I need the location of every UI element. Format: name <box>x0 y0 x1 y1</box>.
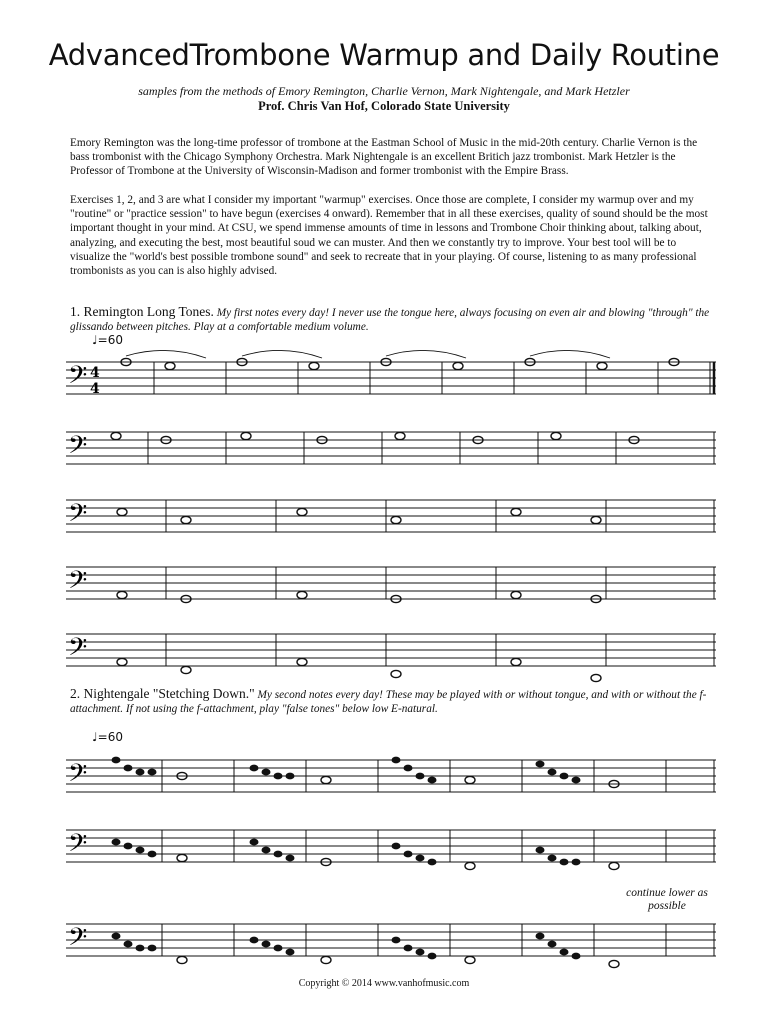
staff-1 <box>66 352 716 402</box>
bass-clef-icon: 𝄢 <box>68 633 88 668</box>
copyright: Copyright © 2014 www.vanhofmusic.com <box>298 978 470 989</box>
exercise-1-title: 1. Remington Long Tones. <box>70 304 214 319</box>
staff-3 <box>66 490 716 540</box>
time-signature-bottom: 4 <box>90 381 100 397</box>
exercise-2-heading <box>70 687 710 716</box>
bass-clef-icon: 𝄢 <box>68 923 88 958</box>
bass-clef-icon: 𝄢 <box>68 361 88 396</box>
bass-clef-icon: 𝄢 <box>68 566 88 601</box>
exercise-2-tempo <box>92 730 123 744</box>
quarter-note-icon: ♩ <box>92 730 98 744</box>
author-byline: Prof. Chris Van Hof, Colorado State University <box>258 99 510 113</box>
staff-2 <box>66 422 716 472</box>
staff-5 <box>66 624 716 674</box>
exercise-2-title: 2. Nightengale "Stetching Down." <box>70 686 255 701</box>
page-title: AdvancedTrombone Warmup and Daily Routine <box>48 38 720 72</box>
staff-4 <box>66 557 716 607</box>
staff-6 <box>66 750 716 800</box>
bass-clef-icon: 𝄢 <box>68 759 88 794</box>
exercise-1-description: My first notes every day! I never use the tongue here, always focusing on even air and blowing "through" the glissando between pitches. Play at a comfortable medium volume. <box>70 307 710 333</box>
quarter-note-icon: ♩ <box>92 333 98 347</box>
bass-clef-icon: 𝄢 <box>68 431 88 466</box>
intro-paragraph-1: Emory Remington was the long-time professor of trombone at the Eastman School of Music in the mid-20th century. Charlie Vernon is the bass trombonist with the Chicago Symphony Orchestra. Mark Nightengale is an excellent Britich jazz trombonist. Mark Hetzler is the Professor of Trombone at the University of Wisconsin-Madison and former trombonist with the Empire Brass. <box>70 137 698 178</box>
continue-lower-note: continue lower as possible <box>626 887 708 912</box>
page-subtitle: samples from the methods of Emory Remington, Charlie Vernon, Mark Nightengale, and Mark Hetzler <box>138 84 630 98</box>
tempo-value: =60 <box>97 730 123 744</box>
bass-clef-icon: 𝄢 <box>68 499 88 534</box>
bass-clef-icon: 𝄢 <box>68 829 88 864</box>
staff-7 <box>66 820 716 870</box>
intro-paragraph-2: Exercises 1, 2, and 3 are what I consider my important "warmup" exercises. Once those are complete, I consider my warmup over and my "routine" or "practice session" to have begun (exercises 4 onward). Remember that in all these exercises, quality of sound should be the most important thought in your mind. At CSU, we spend immense amounts of time in lessons and Trombone Choir thinking about, talking about, analyzing, and executing the best, most beautiful soud we can muster. And then we constantly try to improve. Your best tool will be to visualize the "world's best possible trombone sound" and seek to recreate that in your playing. Of course, listening to as many professional trombonists as you can is also highly advised. <box>70 194 708 278</box>
staff-8 <box>66 914 716 964</box>
exercise-1-heading <box>70 305 710 334</box>
exercise-2-description: My second notes every day! These may be played with or without tongue, and with or without the f-attachment. If not using the f-attachment, play "false tones" below low E-natural. <box>70 689 707 715</box>
time-signature-top: 4 <box>90 365 100 381</box>
exercise-1-tempo <box>92 333 123 347</box>
tempo-value: =60 <box>97 333 123 347</box>
